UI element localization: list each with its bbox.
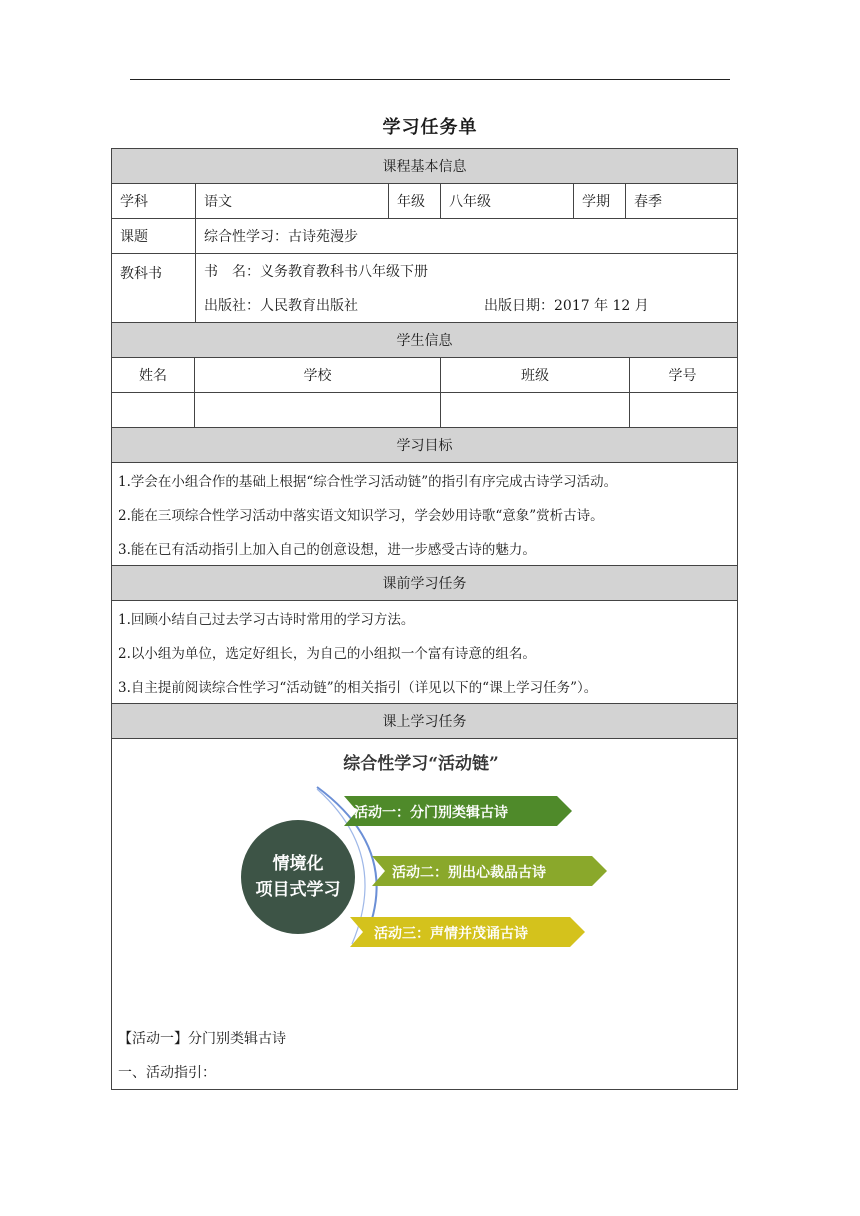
task-sheet-table xyxy=(111,148,738,1090)
class-task-content xyxy=(112,738,737,1089)
activity-1-label: 活动一：分门别类辑古诗 xyxy=(354,805,508,821)
diagram-title: 综合性学习“活动链” xyxy=(343,754,499,774)
pre-task-item: 1.回顾小结自己过去学习古诗时常用的学习方法。 xyxy=(118,612,415,628)
student-school-field[interactable] xyxy=(194,393,440,427)
activity-chain-diagram xyxy=(112,739,737,1021)
section-student-info: 学生信息 xyxy=(112,322,737,357)
term-value: 春季 xyxy=(625,184,735,218)
student-class-field[interactable] xyxy=(440,393,629,427)
pre-task-item: 2.以小组为单位，选定好组长，为自己的小组拟一个富有诗意的组名。 xyxy=(118,646,536,662)
pre-task-item: 3.自主提前阅读综合性学习“活动链”的相关指引（详见以下的“课上学习任务”）。 xyxy=(118,680,598,696)
student-school-header: 学校 xyxy=(194,358,440,392)
section-course-info: 课程基本信息 xyxy=(112,148,737,183)
goal-item: 3.能在已有活动指引上加入自己的创意设想，进一步感受古诗的魅力。 xyxy=(118,542,536,558)
subject-label: 学科 xyxy=(120,194,148,210)
subject-value: 语文 xyxy=(195,184,388,218)
student-name-header: 姓名 xyxy=(139,368,167,384)
textbook-info xyxy=(195,254,735,322)
activity-1-heading: 【活动一】分门别类辑古诗 xyxy=(118,1031,286,1047)
activity-3-label: 活动三：声情并茂诵古诗 xyxy=(374,926,528,942)
goal-item: 1.学会在小组合作的基础上根据“综合性学习活动链”的指引有序完成古诗学习活动。 xyxy=(118,474,618,490)
section-class-tasks: 课上学习任务 xyxy=(112,703,737,738)
book-line: 书 名： 义务教育教科书八年级下册 xyxy=(204,264,428,280)
document-title: 学习任务单 xyxy=(382,117,478,138)
center-label-2: 项目式学习 xyxy=(255,880,341,900)
student-id-header: 学号 xyxy=(629,358,735,392)
topic-value: 综合性学习：古诗苑漫步 xyxy=(195,219,735,253)
section-goals: 学习目标 xyxy=(112,427,737,462)
center-circle xyxy=(241,820,355,934)
grade-label: 年级 xyxy=(388,184,440,218)
topic-label: 课题 xyxy=(120,229,148,245)
grade-value: 八年级 xyxy=(440,184,573,218)
goal-item: 2.能在三项综合性学习活动中落实语文知识学习，学会妙用诗歌“意象”赏析古诗。 xyxy=(118,508,604,524)
student-name-field[interactable] xyxy=(112,393,194,427)
textbook-label: 教科书 xyxy=(120,266,162,282)
activity-2-label: 活动二：别出心裁品古诗 xyxy=(392,865,546,881)
header-rule xyxy=(130,79,730,80)
student-input-row xyxy=(112,392,737,427)
student-header-row xyxy=(112,357,737,392)
student-id-field[interactable] xyxy=(629,393,735,427)
pre-task-list xyxy=(112,600,737,703)
activity-chain-svg xyxy=(112,739,735,1021)
course-row xyxy=(112,183,737,218)
term-label: 学期 xyxy=(573,184,625,218)
center-label-1: 情境化 xyxy=(272,854,324,874)
guide-heading: 一、活动指引： xyxy=(118,1065,216,1081)
textbook-row xyxy=(112,253,737,322)
student-class-header: 班级 xyxy=(440,358,629,392)
topic-row xyxy=(112,218,737,253)
goals-list xyxy=(112,462,737,565)
publisher-line: 出版社：人民教育出版社 出版日期： 2017 年 12 月 xyxy=(204,298,649,314)
section-pre-tasks: 课前学习任务 xyxy=(112,565,737,600)
